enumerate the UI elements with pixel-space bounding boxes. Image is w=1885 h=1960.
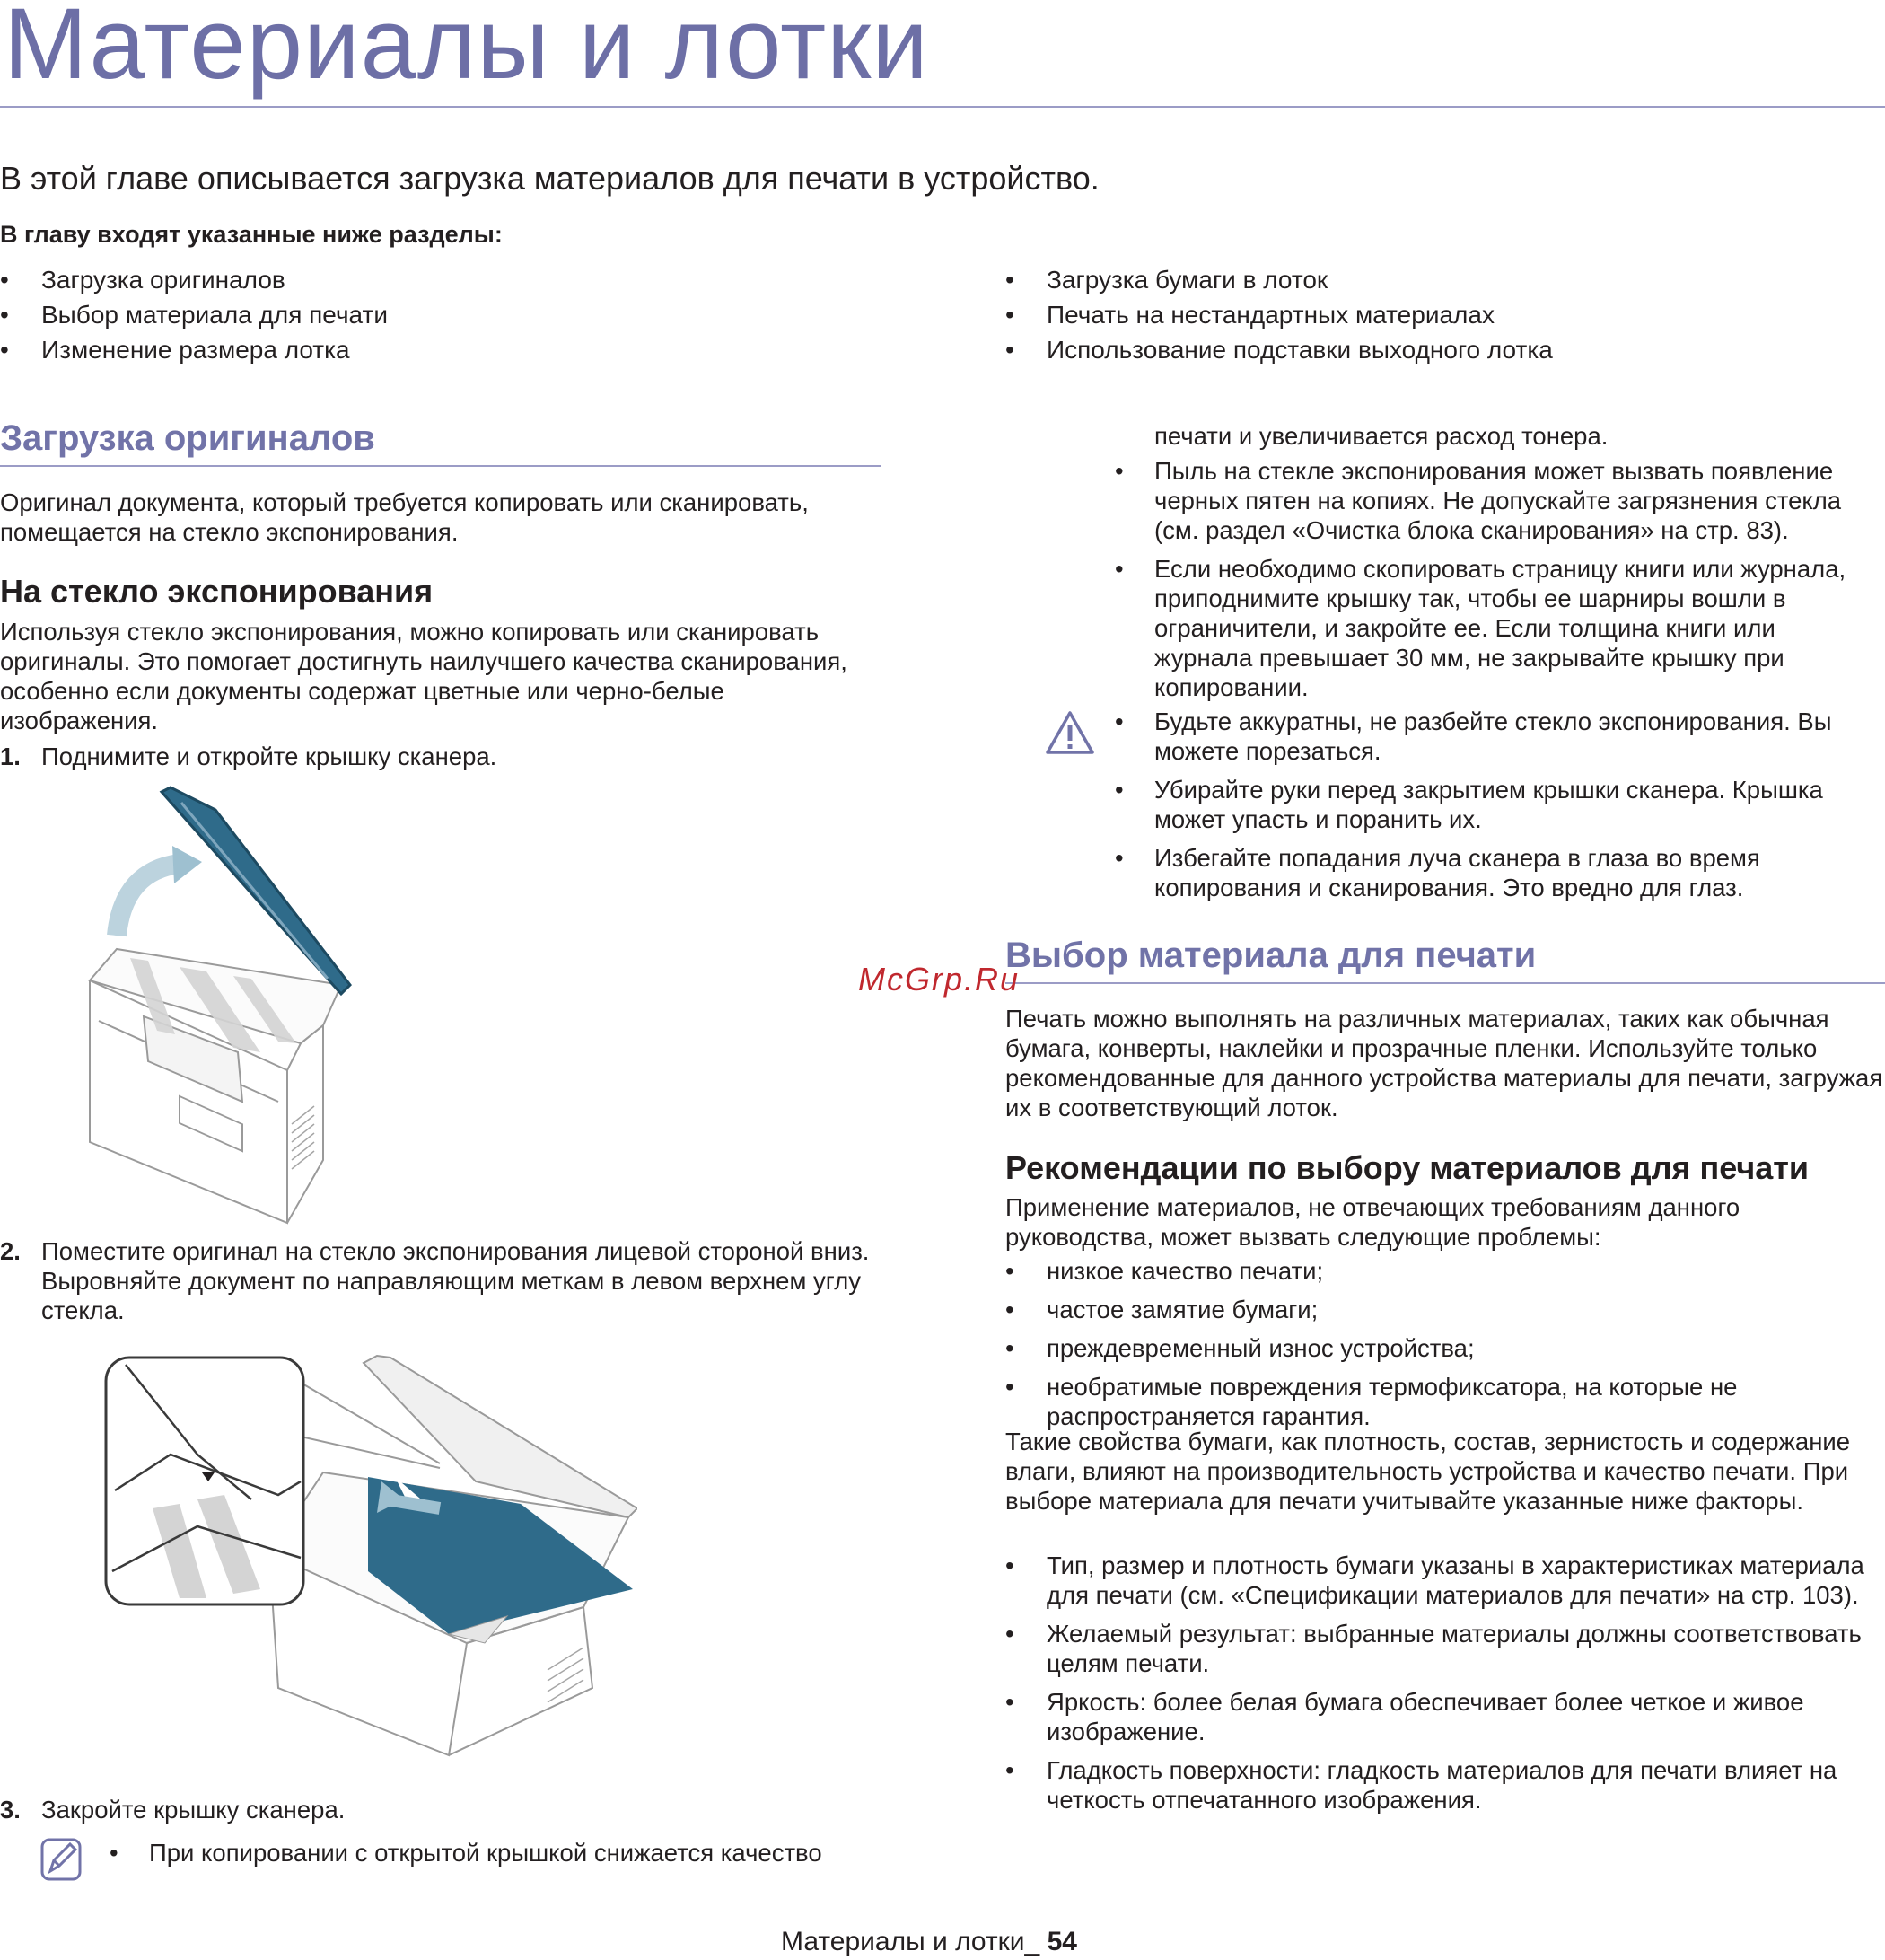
section-divider — [0, 465, 881, 467]
problem-item: • частое замятие бумаги; — [1005, 1295, 1878, 1324]
factors-list — [1005, 1551, 1878, 1824]
factor-item: • Желаемый результат: выбранные материалы должны соответствовать целям печати. — [1005, 1619, 1878, 1678]
footer-label: Материалы и лотки_ — [781, 1927, 1040, 1956]
section-title-selecting-media: Выбор материала для печати — [1005, 936, 1537, 975]
title-divider — [0, 106, 1885, 108]
page-footer — [781, 1927, 1077, 1957]
chapter-intro: В этой главе описывается загрузка материалов для печати в устройство. — [0, 160, 1100, 197]
note-item: • Пыль на стекле экспонирования может вызвать появление черных пятен на копиях. Не допускайте загрязнения стекла (см. раздел «Очистка блока сканирования» на стр. 83). — [1115, 456, 1878, 545]
caution-item: • Будьте аккуратны, не разбейте стекло экспонирования. Вы можете порезаться. — [1115, 707, 1878, 766]
problem-item: • необратимые повреждения термофиксатора, на которые не распространяется гарантия. — [1005, 1372, 1878, 1431]
factors-intro: Такие свойства бумаги, как плотность, состав, зернистость и содержание влаги, влияют на производительность устройства и качество печати. При выборе материала для печати учитывайте указанные ниже факторы. — [1005, 1428, 1851, 1515]
contents-list-left — [0, 262, 934, 367]
caution-item: • Убирайте руки перед закрытием крышки сканера. Крышка может упасть и поранить их. — [1115, 775, 1878, 834]
caution-item: • Избегайте попадания луча сканера в глаза во время копирования и сканирования. Это вредно для глаз. — [1115, 843, 1878, 902]
caution-icon — [1045, 709, 1095, 756]
step-number: 1. — [0, 743, 21, 770]
contents-link-loading-originals[interactable]: • Загрузка оригиналов — [0, 262, 934, 297]
contents-heading: В главу входят указанные ниже разделы: — [0, 221, 503, 248]
subsection-intro: Применение материалов, не отвечающих требованиям данного руководства, может вызвать следующие проблемы: — [1005, 1193, 1740, 1251]
contents-link-output-support[interactable]: • Использование подставки выходного лотка — [1005, 332, 1867, 367]
step-3 — [0, 1795, 889, 1824]
step-2 — [0, 1236, 889, 1325]
contents-link-loading-paper[interactable]: • Загрузка бумаги в лоток — [1005, 262, 1867, 297]
caution-list — [1115, 707, 1878, 911]
contents-list-right — [1005, 262, 1867, 367]
subsection-title-glass: На стекло экспонирования — [0, 573, 434, 610]
problem-item: • низкое качество печати; — [1005, 1256, 1878, 1286]
step-text: Поднимите и откройте крышку сканера. — [41, 743, 497, 770]
note-continuation: печати и увеличивается расход тонера. — [1154, 422, 1609, 450]
contents-link-selecting-media[interactable]: • Выбор материала для печати — [0, 297, 934, 332]
column-divider — [942, 508, 943, 1877]
section-intro: Оригинал документа, который требуется копировать или сканировать, помещается на стекло экспонирования. — [0, 488, 809, 546]
scanner-open-lid-illustration — [81, 783, 467, 1232]
section-intro: Печать можно выполнять на различных материалах, таких как обычная бумага, конверты, наклейки и прозрачные пленки. Используйте только рекомендованные для данного устройства материалы для печати, загружая их в соответствующий лоток. — [1005, 1005, 1883, 1121]
section-title-loading-originals: Загрузка оригиналов — [0, 418, 375, 458]
problem-item: • преждевременный износ устройства; — [1005, 1333, 1878, 1363]
watermark: McGrp.Ru — [858, 961, 1021, 998]
note-list-start — [110, 1838, 899, 1877]
original-on-glass-illustration — [99, 1347, 637, 1760]
page-title: Материалы и лотки — [4, 0, 929, 100]
subsection-intro: Используя стекло экспонирования, можно копировать или сканировать оригиналы. Это помогает достигнуть наилучшего качества сканирования, особенно если документы содержат цветные или черно-белые изображения. — [0, 618, 847, 734]
step-text: Закройте крышку сканера. — [41, 1796, 346, 1824]
section-divider — [1005, 982, 1885, 984]
page-number: 54 — [1047, 1927, 1077, 1956]
step-number: 3. — [0, 1796, 21, 1824]
note-item: • При копировании с открытой крышкой снижается качество — [110, 1838, 899, 1868]
factor-item: • Яркость: более белая бумага обеспечивает более четкое и живое изображение. — [1005, 1687, 1878, 1746]
step-1 — [0, 742, 889, 771]
subsection-title-guidelines: Рекомендации по выбору материалов для печати — [1005, 1149, 1810, 1186]
note-item: • Если необходимо скопировать страницу книги или журнала, приподнимите крышку так, чтобы ее шарниры вошли в ограничители, и закройте ее. Если толщина книги или журнала превышает 30 мм, не закрывайте крышку при копировании. — [1115, 554, 1878, 702]
contents-link-tray-size[interactable]: • Изменение размера лотка — [0, 332, 934, 367]
note-list — [1115, 456, 1878, 711]
factor-item: • Тип, размер и плотность бумаги указаны в характеристиках материала для печати (см. «Спецификации материалов для печати» на стр. 103). — [1005, 1551, 1878, 1610]
contents-link-special-media[interactable]: • Печать на нестандартных материалах — [1005, 297, 1867, 332]
problems-list — [1005, 1256, 1878, 1440]
step-number: 2. — [0, 1237, 21, 1265]
step-text: Поместите оригинал на стекло экспонирования лицевой стороной вниз. Выровняйте документ по направляющим меткам в левом верхнем углу стекла. — [41, 1237, 870, 1324]
factor-item: • Гладкость поверхности: гладкость материалов для печати влияет на четкость отпечатанного изображения. — [1005, 1755, 1878, 1815]
note-icon — [39, 1837, 83, 1882]
